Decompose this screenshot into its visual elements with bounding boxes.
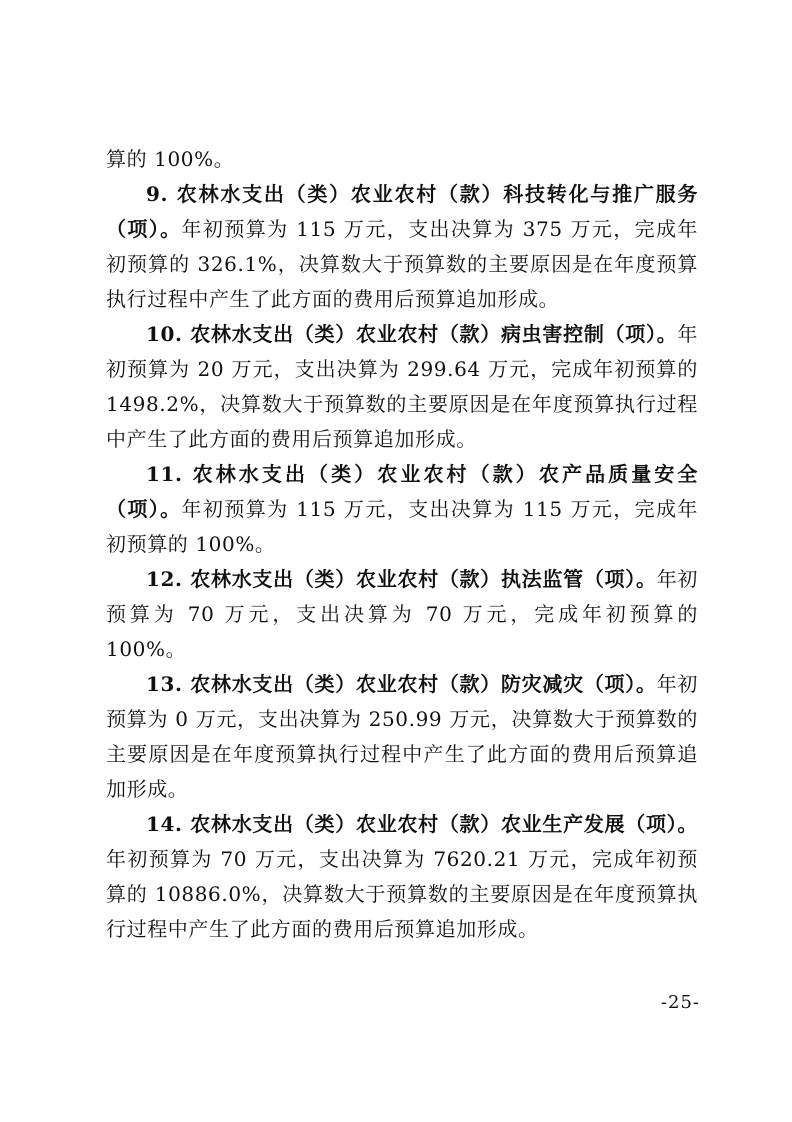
paragraph-item-9 <box>106 177 698 317</box>
paragraph-body: 年初预算为 70 万元，支出决算为 7620.21 万元，完成年初预算的 10886.0%，决算数大于预算数的主要原因是在年度预算执行过程中产生了此方面的费用后预算追加形成。 <box>106 847 698 941</box>
paragraph-heading: 12. 农林水支出（类）农业农村（款）执法监管（项）。 <box>146 567 657 591</box>
page-number: -25- <box>660 992 700 1013</box>
paragraph-body: 年初预算为 70 万元，支出决算为 70 万元，完成年初预算的 100%。 <box>106 567 699 661</box>
body-text <box>106 142 698 947</box>
paragraph-item-10 <box>106 317 698 457</box>
paragraph-item-13 <box>106 667 698 807</box>
paragraph-body: 年初预算为 115 万元，支出决算为 375 万元，完成年初预算的 326.1%，决算数大于预算数的主要原因是在年度预算执行过程中产生了此方面的费用后预算追加形成。 <box>106 217 698 311</box>
paragraph-heading: 11. 农林水支出（类）农业农村（款）农产品质量安全（项）。 <box>106 462 698 521</box>
paragraph-item-14 <box>106 807 698 947</box>
paragraph-item-11 <box>106 457 698 562</box>
paragraph-item-12 <box>106 562 698 667</box>
paragraph-body: 年初预算为 0 万元，支出决算为 250.99 万元，决算数大于预算数的主要原因是在年度预算执行过程中产生了此方面的费用后预算追加形成。 <box>106 672 699 801</box>
paragraph-body: 年初预算为 115 万元，支出决算为 115 万元，完成年初预算的 100%。 <box>106 497 698 556</box>
paragraph-heading: 9. 农林水支出（类）农业农村（款）科技转化与推广服务（项）。 <box>106 182 698 241</box>
paragraph-heading: 14. 农林水支出（类）农业农村（款）农业生产发展（项）。 <box>146 812 698 836</box>
continuation-text: 算的 100%。 <box>106 147 235 171</box>
paragraph-heading: 13. 农林水支出（类）农业农村（款）防灾减灾（项）。 <box>146 672 657 696</box>
paragraph-body: 年初预算为 20 万元，支出决算为 299.64 万元，完成年初预算的 1498.2%，决算数大于预算数的主要原因是在年度预算执行过程中产生了此方面的费用后预算追加形成。 <box>106 322 698 451</box>
paragraph-heading: 10. 农林水支出（类）农业农村（款）病虫害控制（项）。 <box>146 322 678 346</box>
